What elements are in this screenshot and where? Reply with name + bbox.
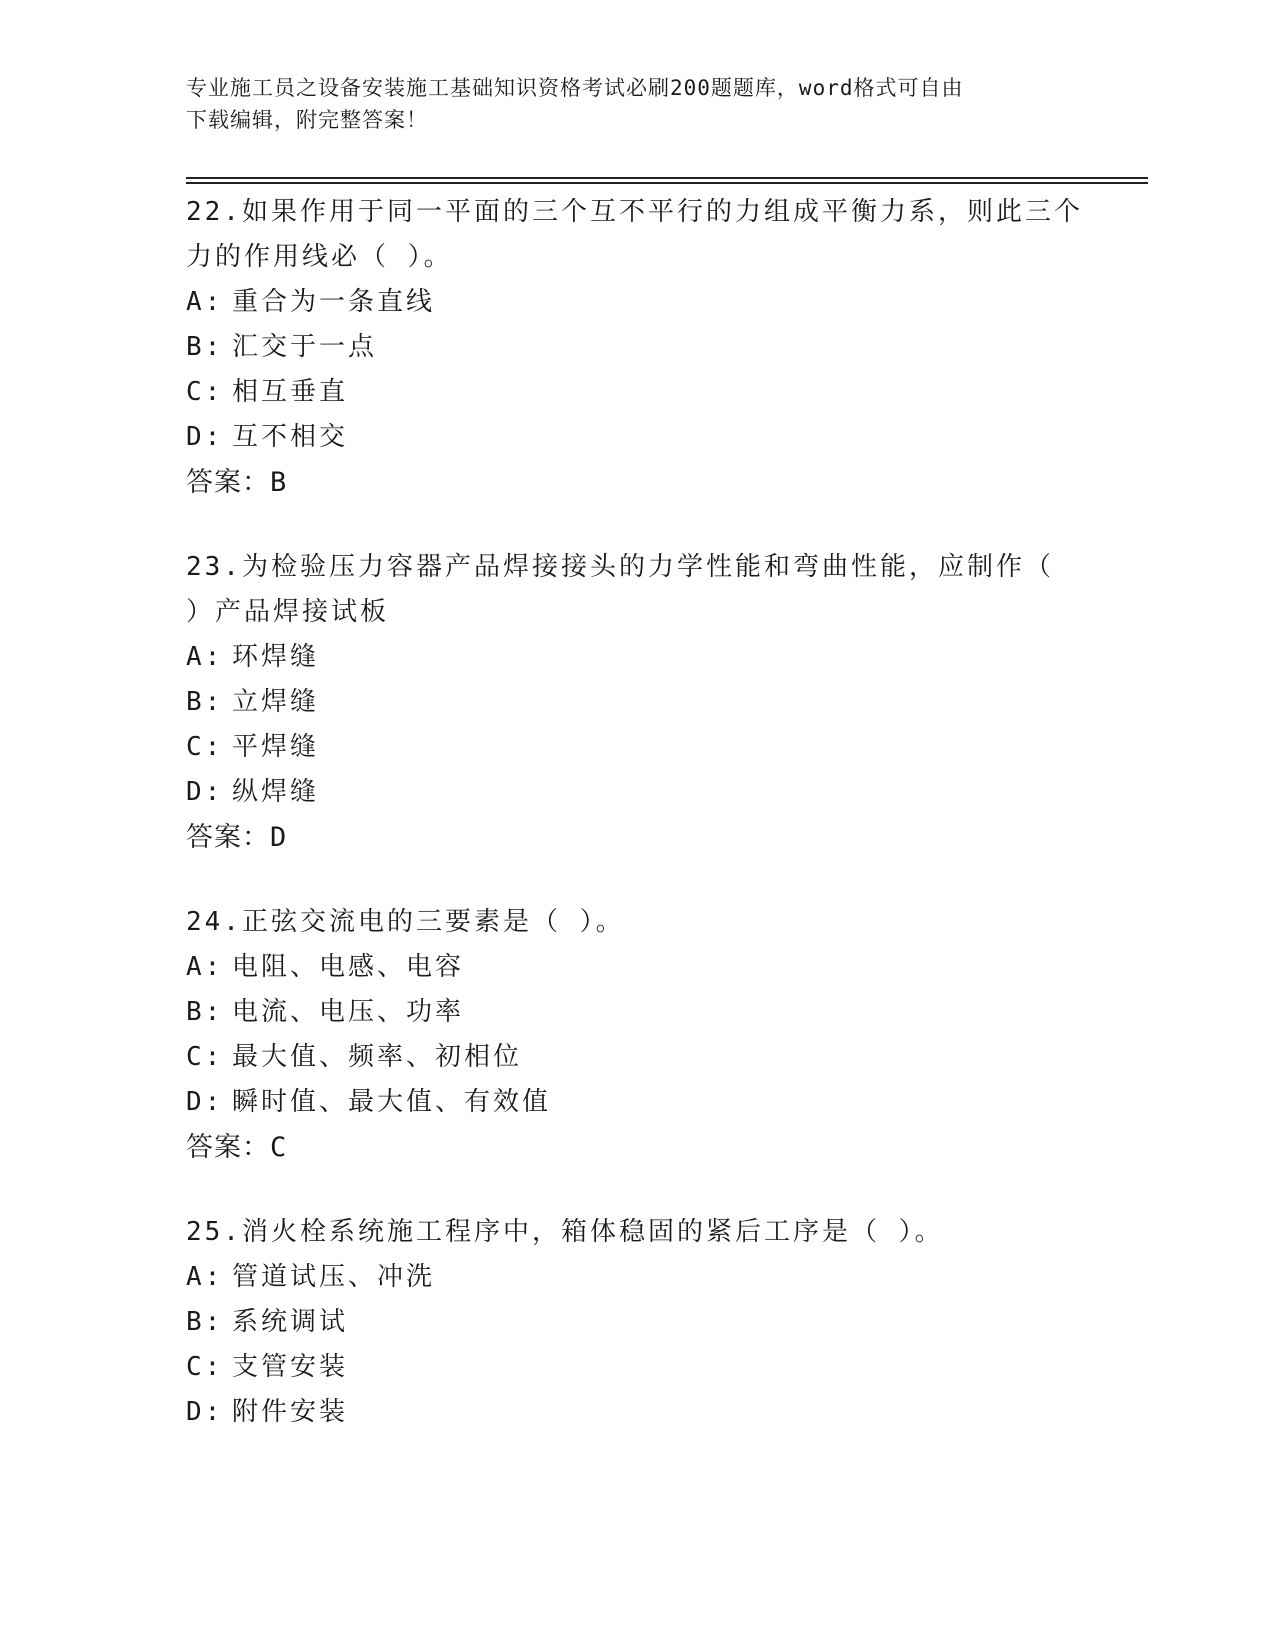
option-b	[186, 325, 1086, 370]
option-label: D:	[186, 422, 224, 452]
option-text: 平焊缝	[232, 732, 320, 762]
option-c	[186, 370, 1086, 415]
option-d	[186, 415, 1086, 460]
option-b	[186, 990, 1086, 1035]
question-stem-line: 24.正弦交流电的三要素是（ ）。	[186, 907, 625, 937]
question-stem-line: 25.消火栓系统施工程序中，箱体稳固的紧后工序是（ ）。	[186, 1217, 944, 1247]
answer-value: B	[270, 467, 288, 498]
option-label: C:	[186, 1352, 224, 1382]
option-label: A:	[186, 952, 224, 982]
option-label: A:	[186, 642, 224, 672]
answer-value: D	[270, 822, 288, 853]
question-stem-line: ）产品焊接试板	[186, 597, 390, 627]
option-label: B:	[186, 1307, 224, 1337]
answer-value: C	[270, 1132, 288, 1163]
answer-line	[186, 1125, 1086, 1170]
question-stem-line: 23.为检验压力容器产品焊接接头的力学性能和弯曲性能，应制作（	[186, 552, 1054, 582]
option-label: B:	[186, 687, 224, 717]
header-line-1: 专业施工员之设备安装施工基础知识资格考试必刷200题题库，word格式可自由	[186, 76, 964, 100]
answer-line	[186, 460, 1086, 505]
option-label: D:	[186, 1397, 224, 1427]
option-text: 电流、电压、功率	[232, 997, 465, 1027]
option-a	[186, 1255, 1086, 1300]
option-b	[186, 1300, 1086, 1345]
option-text: 互不相交	[232, 422, 349, 452]
option-a	[186, 945, 1086, 990]
option-c	[186, 1035, 1086, 1080]
question-22	[186, 190, 1086, 505]
option-label: A:	[186, 287, 224, 317]
option-text: 系统调试	[232, 1307, 349, 1337]
option-text: 环焊缝	[232, 642, 320, 672]
question-stem-line: 22.如果作用于同一平面的三个互不平行的力组成平衡力系，则此三个	[186, 197, 1083, 227]
option-label: B:	[186, 997, 224, 1027]
option-c	[186, 725, 1086, 770]
answer-label: 答案：	[186, 1132, 270, 1162]
answer-label: 答案：	[186, 822, 270, 852]
answer-line	[186, 815, 1086, 860]
question-23	[186, 545, 1086, 860]
option-a	[186, 280, 1086, 325]
header-divider-bottom	[186, 182, 1148, 184]
option-label: B:	[186, 332, 224, 362]
option-text: 管道试压、冲洗	[232, 1262, 436, 1292]
option-text: 重合为一条直线	[232, 287, 436, 317]
document-header	[186, 72, 1066, 136]
option-c	[186, 1345, 1086, 1390]
option-d	[186, 770, 1086, 815]
option-text: 汇交于一点	[232, 332, 378, 362]
question-stem-line: 力的作用线必（ ）。	[186, 242, 453, 272]
question-list	[186, 190, 1086, 1475]
option-d	[186, 1390, 1086, 1435]
option-text: 电阻、电感、电容	[232, 952, 465, 982]
answer-label: 答案：	[186, 467, 270, 497]
header-line-2: 下载编辑，附完整答案！	[186, 108, 428, 132]
option-text: 相互垂直	[232, 377, 349, 407]
option-label: C:	[186, 732, 224, 762]
option-a	[186, 635, 1086, 680]
option-label: C:	[186, 377, 224, 407]
option-text: 瞬时值、最大值、有效值	[232, 1087, 552, 1117]
option-d	[186, 1080, 1086, 1125]
option-text: 附件安装	[232, 1397, 349, 1427]
question-24	[186, 900, 1086, 1170]
option-label: D:	[186, 777, 224, 807]
option-text: 支管安装	[232, 1352, 349, 1382]
header-divider-top	[186, 177, 1148, 179]
option-text: 纵焊缝	[232, 777, 320, 807]
option-label: C:	[186, 1042, 224, 1072]
option-label: D:	[186, 1087, 224, 1117]
option-label: A:	[186, 1262, 224, 1292]
question-25	[186, 1210, 1086, 1435]
option-text: 立焊缝	[232, 687, 320, 717]
option-b	[186, 680, 1086, 725]
option-text: 最大值、频率、初相位	[232, 1042, 523, 1072]
